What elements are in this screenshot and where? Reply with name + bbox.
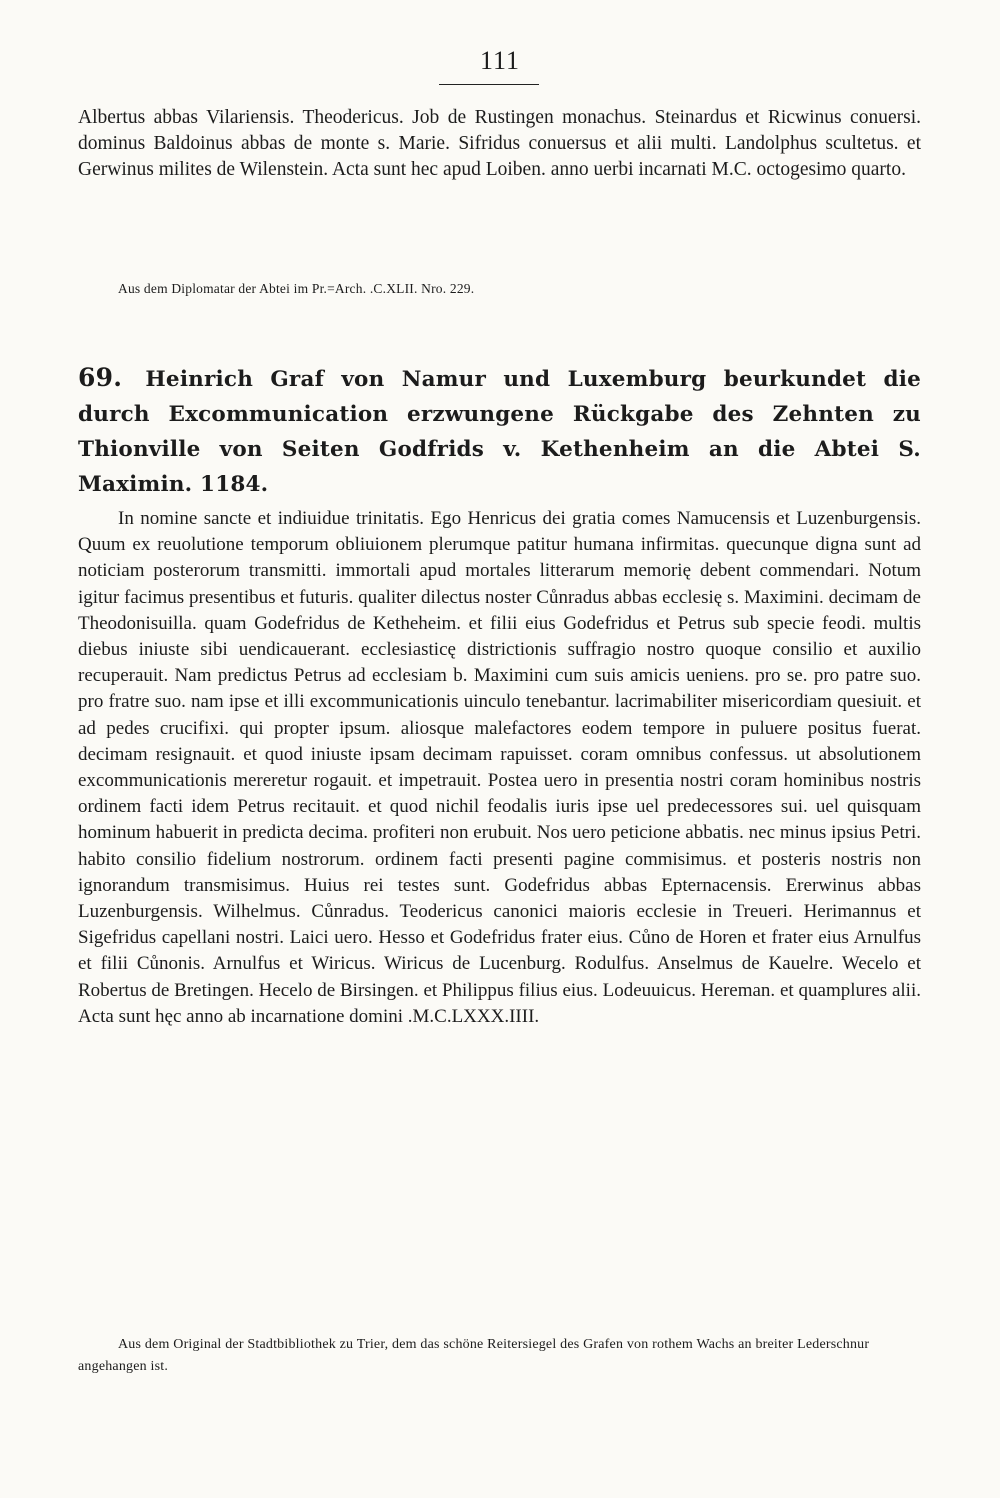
page-number: 111 — [479, 46, 521, 75]
page-number-rule — [439, 84, 539, 85]
carryover-paragraph: Albertus abbas Vilariensis. Theodericus. Job de Rustingen monachus. Steinardus et Ricwinus conuersi. dominus Baldoinus abbas de monte s. Marie. Sifridus conuersus et alii multi. Landolphus scultetus. et Gerwinus milites de Wilenstein. Acta sunt hec apud Loiben. anno uerbi incarnati M.C. octogesimo quarto. — [78, 107, 921, 180]
charter-title: Heinrich Graf von Namur und Luxemburg beurkundet die durch Excommunication erzwungene Rückgabe des Zehnten zu Thionville von Seiten Godfrids v. Kethenheim an die Abtei S. Maximin. 1184. — [78, 367, 921, 497]
source-note-original: Aus dem Original der Stadtbibliothek zu Trier, dem das schöne Reitersiegel des Grafen von rothem Wachs an breiter Lederschnur angehangen ist. — [78, 1337, 870, 1374]
charter-heading — [78, 360, 921, 502]
charter-body: In nomine sancte et indiuidue trinitatis. Ego Henricus dei gratia comes Namucensis et Luzenburgensis. Quum ex reuolutione temporum obliuionem plerumque patitur humana infirmitas. quecunque digna sunt ad noticiam posterorum transmitti. immortali apud mortales litterarum memorię debent commendari. Notum igitur facimus presentibus et futuris. qualiter dilectus noster Cůnradus abbas ecclesię s. Maximini. decimam de Theodonisuilla. quam Godefridus de Ketheheim. et filii eius Godefridus et Petrus sub specie feodi. multis diebus iniuste sibi uendicauerant. ecclesiasticę districtionis suffragio nostro quoque consilio et auxilio recuperauit. Nam predictus Petrus ad ecclesiam b. Maximini cum suis amicis ueniens. pro se. pro patre suo. pro fratre suo. nam ipse et illi excommunicationis uinculo tenebantur. lacrimabiliter misericordiam quesiuit. et ad pedes crucifixi. qui propter ipsum. aliosque malefactores eodem tempore in puluere positus fuerat. decimam resignauit. et quod iniuste ipsam decimam rapuisset. coram omnibus confessus. ut absolutionem excommunicationis mereretur rogauit. et impetrauit. Postea uero in presentia nostri coram hominibus nostris ordinem facti idem Petrus recitauit. et quod nichil feodalis iuris ipse uel predecessores sui. uel quisquam hominum habuerit in predicta decima. profiteri non erubuit. Nos uero peticione abbatis. nec minus ipsius Petri. habito consilio fidelium nostrorum. ordinem facti presenti pagine commisimus. et posteris nostris non ignorandum transmisimus. Huius rei testes sunt. Godefridus abbas Epternacensis. Ererwinus abbas Luzenburgensis. Wilhelmus. Cůnradus. Teodericus canonici maioris ecclesie in Treueri. Herimannus et Sigefridus capellani nostri. Laici uero. Hesso et Godefridus frater eius. Cůno de Horen et frater eius Arnulfus et filii Cůnonis. Arnulfus et Wiricus. Wiricus de Lucenburg. Rodulfus. Anselmus de Kauelre. Wecelo et Robertus de Bretingen. Hecelo de Birsingen. et Philippus filius eius. Lodeuuicus. Hereman. et quamplures alii. Acta sunt hęc anno ab incarnatione domini .M.C.LXXX.IIII. — [78, 508, 921, 1027]
source-note-diplomatar: Aus dem Diplomatar der Abtei im Pr.=Arch. .C.XLII. Nro. 229. — [118, 281, 475, 296]
charter-number: 69. — [78, 363, 123, 392]
